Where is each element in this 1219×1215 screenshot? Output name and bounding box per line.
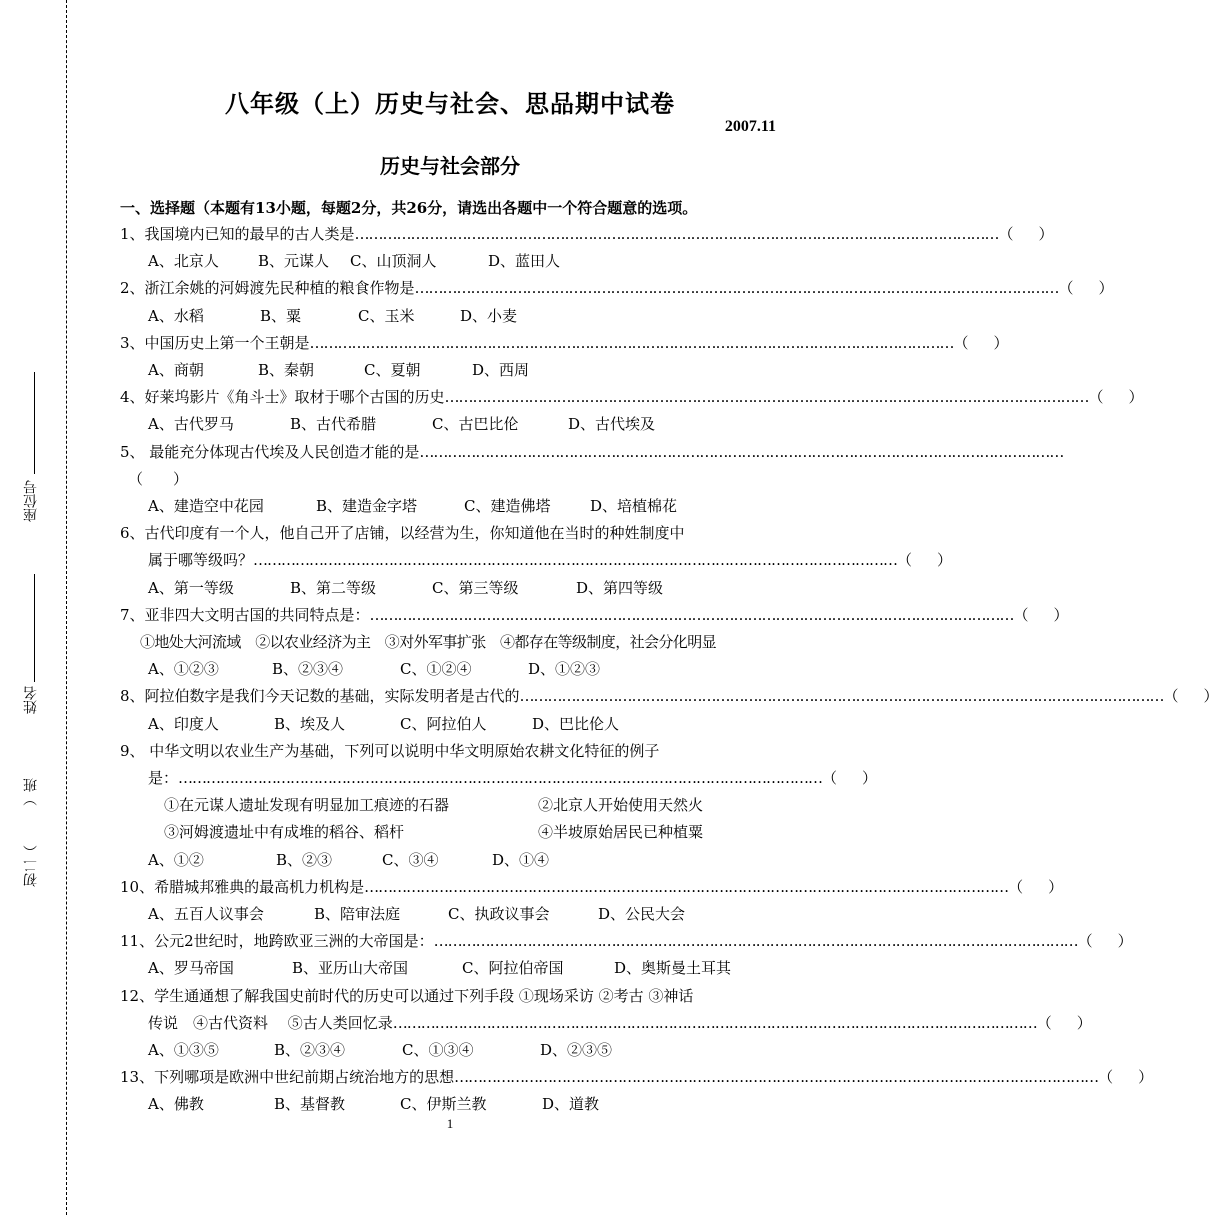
option-a[interactable]: A、佛教 [148, 1095, 204, 1114]
question-text: 2、浙江余姚的河姆渡先民种植的粮食作物是 [120, 279, 415, 298]
option-c[interactable]: C、执政议事会 [448, 905, 550, 923]
option-d[interactable]: D、小麦 [460, 306, 518, 325]
option-d[interactable]: D、西周 [472, 361, 530, 379]
leader-dots: ………………………………………………………………………………………………………………………… [354, 225, 999, 243]
option-a[interactable]: A、①② [148, 850, 204, 869]
answer-options [120, 1094, 808, 1114]
leader-dots: ………………………………………………………………………………………………………………………… [454, 1068, 1099, 1087]
question-text: 传说 ④古代资料 ⑤古人类回忆录 [148, 1013, 393, 1032]
leader-dots: ………………………………………………………………………………………………………………………… [309, 333, 954, 352]
answer-options [120, 414, 808, 434]
option-d[interactable]: D、道教 [542, 1095, 600, 1114]
option-b[interactable]: B、建造金字塔 [316, 497, 418, 515]
answer-options [120, 850, 808, 870]
option-b[interactable]: B、亚历山大帝国 [292, 959, 409, 978]
option-a[interactable]: A、古代罗马 [148, 415, 234, 434]
option-d[interactable]: D、②③⑤ [540, 1041, 613, 1059]
question-statements: ①在元谋人遗址发现有明显加工痕迹的石器 ②北京人开始使用天然火 [164, 796, 704, 815]
option-b[interactable]: B、元谋人 [258, 252, 330, 271]
exam-date: 2007.11 [724, 118, 776, 135]
seat-number-blank[interactable] [34, 372, 36, 474]
option-c[interactable]: C、古巴比伦 [432, 415, 519, 434]
question-stem [120, 1013, 1092, 1033]
option-d[interactable]: D、培植棉花 [590, 497, 678, 515]
option-c[interactable]: C、第三等级 [432, 578, 519, 597]
answer-bracket[interactable]: （ ） [1036, 1013, 1092, 1032]
question-text: 4、好莱坞影片《角斗士》取材于哪个古国的历史 [120, 388, 445, 407]
option-a[interactable]: A、建造空中花园 [148, 497, 264, 515]
question-text: 8、阿拉伯数字是我们今天记数的基础，实际发明者是古代的 [120, 687, 520, 706]
question-text: 1、我国境内已知的最早的古人类是 [120, 225, 355, 243]
option-c[interactable]: C、山顶洞人 [350, 252, 437, 271]
section-heading: 历史与社会部分 [380, 154, 520, 178]
option-b[interactable]: B、粟 [260, 306, 302, 325]
option-c[interactable]: C、③④ [382, 850, 439, 869]
option-d[interactable]: D、①④ [492, 850, 550, 869]
question-text: 6、古代印度有一个人，他自己开了店铺，以经营为生，你知道他在当时的种姓制度中 [120, 524, 685, 543]
option-a[interactable]: A、①②③ [148, 660, 219, 679]
question-stem [120, 550, 953, 570]
question-stem [120, 278, 1114, 298]
answer-options [120, 360, 808, 380]
leader-dots: ………………………………………………………………………………………………………………………… [392, 1013, 1037, 1032]
question-text: 属于哪等级吗？ [148, 551, 254, 570]
option-c[interactable]: C、①②④ [400, 660, 472, 679]
option-a[interactable]: A、商朝 [148, 361, 204, 379]
answer-bracket[interactable]: （ ） [1077, 932, 1133, 951]
question-text: 11、公元2世纪时，地跨欧亚三洲的大帝国是： [120, 932, 434, 951]
option-a[interactable]: A、五百人议事会 [148, 905, 264, 923]
option-d[interactable]: D、奥斯曼土耳其 [614, 959, 732, 978]
answer-bracket[interactable]: （ ） [1163, 687, 1219, 706]
answer-options [120, 306, 808, 326]
question-text: 9、 中华文明以农业生产为基础，下列可以说明中华文明原始农耕文化特征的例子 [120, 741, 660, 760]
question-text: 3、中国历史上第一个王朝是 [120, 333, 310, 352]
question-text: 5、 最能充分体现古代埃及人民创造才能的是 [120, 442, 420, 461]
answer-options [120, 714, 808, 734]
question-stem [120, 523, 780, 543]
leader-dots: ………………………………………………………………………………………………………………………… [444, 388, 1089, 407]
class-label-close: ）班 [23, 778, 39, 806]
option-b[interactable]: B、古代希腊 [290, 415, 377, 434]
question-stem [120, 224, 1054, 244]
answer-options [120, 251, 808, 271]
answer-options [120, 578, 808, 598]
question-stem [120, 686, 1219, 706]
option-d[interactable]: D、第四等级 [576, 578, 664, 597]
leader-dots: ………………………………………………………………………………………………………………………… [369, 605, 1014, 624]
option-b[interactable]: B、第二等级 [290, 578, 377, 597]
leader-dots: ………………………………………………………………………………………………………………………… [178, 769, 823, 787]
seat-number-label: 座位号 [23, 480, 39, 522]
leader-dots: ………………………………………………………………………………………………………………………… [364, 877, 1009, 896]
name-blank[interactable] [34, 574, 36, 682]
question-stem [120, 741, 780, 761]
question-stem [120, 333, 1009, 353]
option-c[interactable]: C、阿拉伯人 [400, 714, 487, 733]
answer-options [120, 904, 808, 924]
option-a[interactable]: A、第一等级 [148, 578, 234, 597]
answer-bracket[interactable]: （ ） [1013, 605, 1069, 624]
answer-options [120, 1040, 808, 1060]
option-b[interactable]: B、②③ [276, 850, 333, 869]
answer-bracket[interactable]: （ ） [1098, 1068, 1154, 1087]
answer-bracket[interactable]: （ ） [1058, 279, 1114, 298]
question-stem [120, 442, 1064, 462]
answer-bracket[interactable]: （ ） [822, 769, 878, 787]
option-b[interactable]: B、基督教 [274, 1095, 346, 1114]
question-text: 是： [148, 769, 179, 787]
answer-options [120, 496, 808, 516]
question-stem [120, 931, 1133, 951]
option-d[interactable]: D、①②③ [528, 660, 601, 679]
question-statements: ③河姆渡遗址中有成堆的稻谷、稻杆 ④半坡原始居民已种植粟 [164, 823, 704, 842]
answer-bracket[interactable]: （ ） [998, 225, 1054, 243]
question-stem [120, 605, 1069, 625]
answer-bracket[interactable]: （ ） [897, 551, 953, 570]
leader-dots: ………………………………………………………………………………………………………………………… [414, 279, 1059, 298]
option-c[interactable]: C、夏朝 [364, 361, 421, 379]
exam-title: 八年级（上）历史与社会、思品期中试卷 [225, 89, 675, 118]
name-label: 姓名 [23, 686, 39, 714]
question-stem [120, 877, 1064, 897]
option-c[interactable]: C、伊斯兰教 [400, 1095, 487, 1114]
answer-bracket[interactable]: （ ） [953, 333, 1009, 352]
option-c[interactable]: C、建造佛塔 [464, 497, 551, 515]
leader-dots: ………………………………………………………………………………………………………………………… [419, 442, 1064, 461]
option-b[interactable]: B、陪审法庭 [314, 905, 401, 923]
option-a[interactable]: A、罗马帝国 [148, 959, 234, 978]
answer-bracket[interactable]: （ ） [1008, 877, 1064, 896]
option-c[interactable]: C、玉米 [358, 306, 415, 325]
option-b[interactable]: B、②③④ [272, 660, 344, 679]
question-stem [120, 387, 1144, 407]
option-b[interactable]: B、②③④ [274, 1041, 346, 1059]
option-b[interactable]: B、秦朝 [258, 361, 315, 379]
option-d[interactable]: D、公民大会 [598, 905, 686, 923]
option-d[interactable]: D、蓝田人 [488, 252, 561, 271]
question-stem [120, 986, 780, 1006]
leader-dots: ………………………………………………………………………………………………………………………… [433, 932, 1078, 951]
answer-options [120, 659, 808, 679]
option-a[interactable]: A、北京人 [148, 252, 219, 271]
question-statements: ①地处大河流域 ②以农业经济为主 ③对外军事扩张 ④都存在等级制度，社会分化明显 [140, 633, 717, 651]
answer-bracket[interactable]: （ ） [1088, 388, 1144, 407]
question-text: 10、希腊城邦雅典的最高机力机构是 [120, 877, 365, 896]
class-label-open: 初二（ [23, 845, 39, 887]
option-a[interactable]: A、水稻 [148, 306, 204, 325]
question-text: 7、亚非四大文明古国的共同特点是： [120, 605, 370, 624]
section-instructions: 一、选择题（本题有13小题，每题2分，共26分，请选出各题中一个符合题意的选项。 [120, 199, 698, 217]
answer-bracket-line[interactable]: （ ） [128, 469, 189, 488]
question-stem [120, 1067, 1154, 1087]
binding-cut-line [66, 0, 67, 1215]
option-c[interactable]: C、阿拉伯帝国 [462, 959, 564, 978]
option-b[interactable]: B、埃及人 [274, 714, 346, 733]
student-info-margin [22, 0, 48, 1215]
answer-options [120, 958, 808, 978]
option-a[interactable]: A、①③⑤ [148, 1041, 219, 1059]
leader-dots: ………………………………………………………………………………………………………………………… [519, 687, 1164, 706]
option-c[interactable]: C、①③④ [402, 1041, 474, 1059]
option-a[interactable]: A、印度人 [148, 714, 219, 733]
option-d[interactable]: D、古代埃及 [568, 415, 656, 434]
question-text: 13、下列哪项是欧洲中世纪前期占统治地方的思想 [120, 1068, 455, 1087]
question-text: 12、学生通通想了解我国史前时代的历史可以通过下列手段 ①现场采访 ②考古 ③神话 [120, 986, 694, 1005]
leader-dots: ………………………………………………………………………………………………………………………… [253, 551, 898, 570]
option-d[interactable]: D、巴比伦人 [532, 714, 620, 733]
question-stem [120, 768, 878, 788]
page-number: 1 [446, 1116, 454, 1131]
